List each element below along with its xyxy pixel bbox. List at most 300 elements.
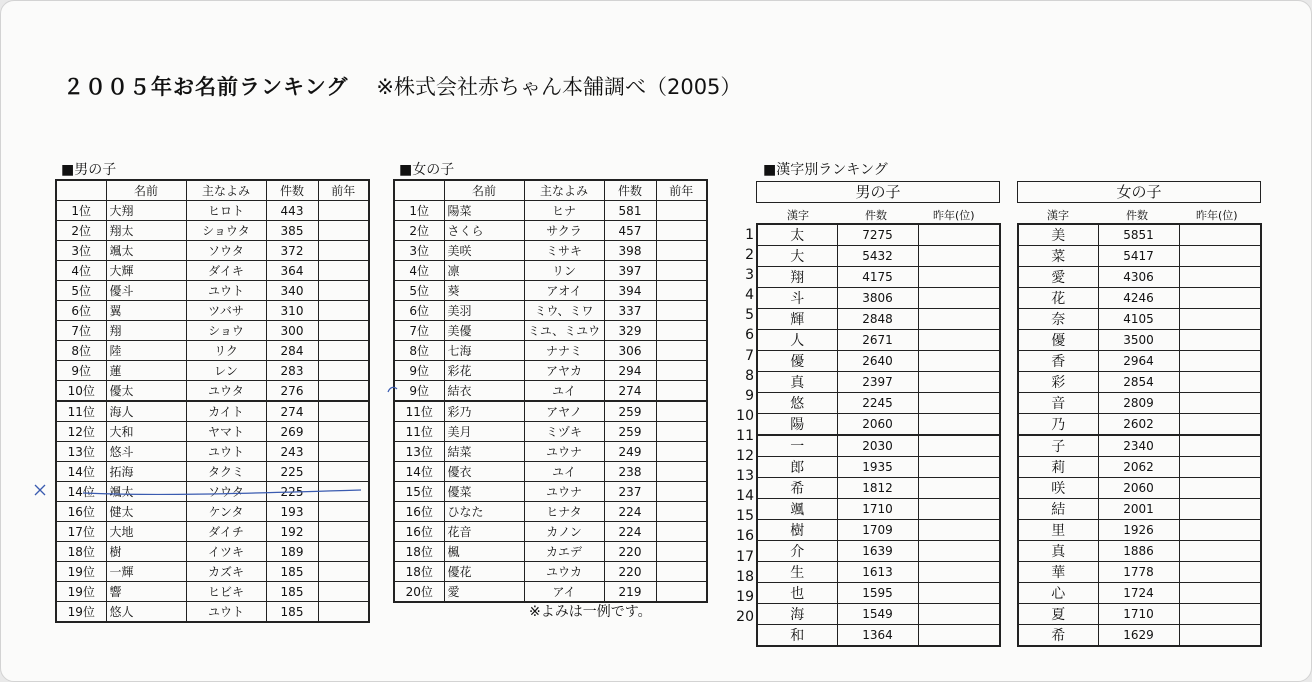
last-year-rank-cell — [1179, 309, 1261, 330]
count-cell: 2964 — [1098, 351, 1179, 372]
count-cell: 283 — [266, 361, 318, 381]
table-row — [56, 261, 369, 281]
last-year-rank-cell — [1179, 224, 1261, 246]
previous-year-cell — [656, 442, 707, 462]
count-cell: 2060 — [837, 414, 918, 436]
count-cell: 2848 — [837, 309, 918, 330]
rank-cell: 15位 — [394, 482, 444, 502]
previous-year-cell — [318, 201, 369, 221]
last-year-rank-cell — [918, 267, 1000, 288]
count-cell: 2809 — [1098, 393, 1179, 414]
name-cell: 蓮 — [106, 361, 186, 381]
reading-cell: ダイキ — [186, 261, 266, 281]
kanji-girls-label: 女の子 — [1017, 181, 1261, 203]
count-cell: 294 — [604, 361, 656, 381]
rank-number: 5 — [745, 307, 754, 324]
count-cell: 7275 — [837, 224, 918, 246]
previous-year-cell — [318, 221, 369, 241]
count-cell: 224 — [604, 502, 656, 522]
count-cell: 238 — [604, 462, 656, 482]
table-row — [1018, 372, 1261, 393]
reading-cell: ナナミ — [524, 341, 604, 361]
table-row — [56, 381, 369, 402]
table-row — [1018, 520, 1261, 541]
table-row — [56, 221, 369, 241]
kanji-boys-col-lastyear: 昨年(位) — [933, 209, 975, 222]
rank-cell: 16位 — [394, 522, 444, 542]
kanji-cell: 菜 — [1018, 246, 1098, 267]
name-cell: 一輝 — [106, 562, 186, 582]
rank-cell: 5位 — [56, 281, 106, 301]
table-row — [1018, 583, 1261, 604]
page-title — [63, 71, 741, 101]
count-cell: 284 — [266, 341, 318, 361]
previous-year-cell — [656, 361, 707, 381]
reading-cell: ユウナ — [524, 482, 604, 502]
count-cell: 2062 — [1098, 457, 1179, 478]
kanji-boys-label: 男の子 — [756, 181, 1000, 203]
rank-number: 20 — [736, 608, 754, 625]
table-row — [56, 562, 369, 582]
count-cell: 2397 — [837, 372, 918, 393]
count-cell: 185 — [266, 602, 318, 623]
last-year-rank-cell — [918, 288, 1000, 309]
previous-year-cell — [318, 422, 369, 442]
previous-year-cell — [656, 241, 707, 261]
previous-year-cell — [656, 201, 707, 221]
kanji-cell: 悠 — [757, 393, 837, 414]
reading-cell: アヤカ — [524, 361, 604, 381]
previous-year-cell — [318, 301, 369, 321]
name-cell: 拓海 — [106, 462, 186, 482]
last-year-rank-cell — [918, 541, 1000, 562]
reading-cell: カズキ — [186, 562, 266, 582]
kanji-cell: 希 — [757, 478, 837, 499]
previous-year-cell — [656, 321, 707, 341]
table-row — [1018, 604, 1261, 625]
girls-section-label: ■女の子 — [399, 162, 455, 178]
kanji-cell: 奈 — [1018, 309, 1098, 330]
count-cell: 1639 — [837, 541, 918, 562]
rank-cell: 1位 — [394, 201, 444, 221]
count-cell: 276 — [266, 381, 318, 402]
rank-number: 13 — [736, 468, 754, 485]
last-year-rank-cell — [918, 330, 1000, 351]
reading-cell: ミウ、ミワ — [524, 301, 604, 321]
count-cell: 372 — [266, 241, 318, 261]
kanji-cell: 輝 — [757, 309, 837, 330]
table-row — [757, 267, 1000, 288]
previous-year-cell — [318, 562, 369, 582]
name-cell: 美羽 — [444, 301, 524, 321]
name-cell: 大翔 — [106, 201, 186, 221]
column-header: 名前 — [444, 180, 524, 201]
previous-year-cell — [656, 482, 707, 502]
reading-cell: ツバサ — [186, 301, 266, 321]
previous-year-cell — [656, 522, 707, 542]
kanji-girls-table — [1017, 223, 1262, 647]
rank-cell: 16位 — [394, 502, 444, 522]
kanji-cell: 真 — [757, 372, 837, 393]
name-cell: 結菜 — [444, 442, 524, 462]
last-year-rank-cell — [918, 499, 1000, 520]
reading-cell: ヒナ — [524, 201, 604, 221]
header-row — [394, 180, 707, 201]
previous-year-cell — [318, 522, 369, 542]
name-cell: 七海 — [444, 341, 524, 361]
name-cell: 悠斗 — [106, 442, 186, 462]
reading-cell: タクミ — [186, 462, 266, 482]
count-cell: 220 — [604, 542, 656, 562]
reading-cell: レン — [186, 361, 266, 381]
rank-cell: 3位 — [56, 241, 106, 261]
table-row — [394, 281, 707, 301]
table-row — [757, 288, 1000, 309]
reading-cell: ケンタ — [186, 502, 266, 522]
table-row — [757, 604, 1000, 625]
boys-ranking-table — [55, 179, 370, 623]
last-year-rank-cell — [918, 562, 1000, 583]
table-row — [1018, 562, 1261, 583]
rank-cell: 10位 — [56, 381, 106, 402]
reading-cell: リン — [524, 261, 604, 281]
last-year-rank-cell — [918, 604, 1000, 625]
reading-cell: イツキ — [186, 542, 266, 562]
count-cell: 1886 — [1098, 541, 1179, 562]
kanji-cell: 真 — [1018, 541, 1098, 562]
last-year-rank-cell — [1179, 562, 1261, 583]
last-year-rank-cell — [918, 414, 1000, 436]
count-cell: 1710 — [1098, 604, 1179, 625]
count-cell: 1926 — [1098, 520, 1179, 541]
rank-number: 7 — [745, 347, 754, 364]
table-row — [1018, 309, 1261, 330]
kanji-cell: 太 — [757, 224, 837, 246]
count-cell: 2001 — [1098, 499, 1179, 520]
column-header — [394, 180, 444, 201]
table-row — [394, 381, 707, 402]
table-row — [757, 435, 1000, 457]
reading-cell: ヒナタ — [524, 502, 604, 522]
table-row — [757, 541, 1000, 562]
previous-year-cell — [318, 241, 369, 261]
table-row — [757, 372, 1000, 393]
table-row — [1018, 267, 1261, 288]
reading-cell: ミユ、ミユウ — [524, 321, 604, 341]
table-row — [1018, 478, 1261, 499]
table-row — [757, 457, 1000, 478]
previous-year-cell — [318, 321, 369, 341]
previous-year-cell — [318, 361, 369, 381]
count-cell: 269 — [266, 422, 318, 442]
rank-cell: 14位 — [56, 462, 106, 482]
name-cell: 優太 — [106, 381, 186, 402]
rank-cell: 13位 — [394, 442, 444, 462]
name-cell: 優斗 — [106, 281, 186, 301]
kanji-cell: 里 — [1018, 520, 1098, 541]
rank-number: 9 — [745, 387, 754, 404]
count-cell: 249 — [604, 442, 656, 462]
table-row — [56, 422, 369, 442]
table-row — [394, 502, 707, 522]
table-row — [757, 414, 1000, 436]
table-row — [1018, 393, 1261, 414]
count-cell: 3806 — [837, 288, 918, 309]
count-cell: 4306 — [1098, 267, 1179, 288]
rank-cell: 8位 — [394, 341, 444, 361]
table-row — [1018, 351, 1261, 372]
rank-cell: 6位 — [56, 301, 106, 321]
name-cell: 楓 — [444, 542, 524, 562]
count-cell: 225 — [266, 482, 318, 502]
kanji-cell: 莉 — [1018, 457, 1098, 478]
count-cell: 237 — [604, 482, 656, 502]
rank-cell: 14位 — [394, 462, 444, 482]
table-row — [757, 246, 1000, 267]
count-cell: 2854 — [1098, 372, 1179, 393]
table-row — [757, 583, 1000, 604]
table-row — [394, 422, 707, 442]
rank-cell: 9位 — [56, 361, 106, 381]
reading-cell: ヤマト — [186, 422, 266, 442]
reading-cell: ヒロト — [186, 201, 266, 221]
table-row — [394, 321, 707, 341]
kanji-boys-col-count: 件数 — [865, 209, 887, 222]
count-cell: 220 — [604, 562, 656, 582]
kanji-cell: 華 — [1018, 562, 1098, 583]
table-row — [394, 261, 707, 281]
table-row — [1018, 330, 1261, 351]
count-cell: 1595 — [837, 583, 918, 604]
previous-year-cell — [318, 602, 369, 623]
table-row — [1018, 457, 1261, 478]
rank-cell: 7位 — [56, 321, 106, 341]
kanji-boys-col-kanji: 漢字 — [787, 209, 809, 222]
table-row — [394, 241, 707, 261]
kanji-cell: 音 — [1018, 393, 1098, 414]
rank-cell: 6位 — [394, 301, 444, 321]
rank-number: 3 — [745, 267, 754, 284]
count-cell: 2060 — [1098, 478, 1179, 499]
count-cell: 443 — [266, 201, 318, 221]
kanji-boys-table — [756, 223, 1001, 647]
previous-year-cell — [656, 381, 707, 402]
table-row — [394, 301, 707, 321]
rank-cell: 19位 — [56, 582, 106, 602]
last-year-rank-cell — [1179, 288, 1261, 309]
reading-cell: ショウタ — [186, 221, 266, 241]
previous-year-cell — [656, 221, 707, 241]
count-cell: 398 — [604, 241, 656, 261]
rank-cell: 11位 — [394, 401, 444, 422]
previous-year-cell — [656, 542, 707, 562]
count-cell: 1778 — [1098, 562, 1179, 583]
count-cell: 329 — [604, 321, 656, 341]
rank-cell: 1位 — [56, 201, 106, 221]
reading-cell: ユウタ — [186, 381, 266, 402]
previous-year-cell — [318, 281, 369, 301]
table-row — [394, 221, 707, 241]
rank-number: 8 — [745, 367, 754, 384]
previous-year-cell — [656, 562, 707, 582]
rank-cell: 19位 — [56, 562, 106, 582]
pen-strikethrough-mark — [31, 477, 371, 507]
reading-cell: ユウト — [186, 602, 266, 623]
rank-number: 10 — [736, 407, 754, 424]
last-year-rank-cell — [1179, 457, 1261, 478]
kanji-cell: 也 — [757, 583, 837, 604]
count-cell: 5417 — [1098, 246, 1179, 267]
kanji-cell: 陽 — [757, 414, 837, 436]
table-row — [56, 281, 369, 301]
table-row — [757, 478, 1000, 499]
last-year-rank-cell — [1179, 625, 1261, 647]
name-cell: 翼 — [106, 301, 186, 321]
table-row — [56, 542, 369, 562]
rank-cell: 4位 — [394, 261, 444, 281]
count-cell: 259 — [604, 422, 656, 442]
table-row — [394, 361, 707, 381]
previous-year-cell — [318, 401, 369, 422]
count-cell: 2671 — [837, 330, 918, 351]
last-year-rank-cell — [1179, 583, 1261, 604]
reading-cell: リク — [186, 341, 266, 361]
name-cell: 美月 — [444, 422, 524, 442]
previous-year-cell — [318, 381, 369, 402]
kanji-cell: 優 — [1018, 330, 1098, 351]
kanji-cell: 海 — [757, 604, 837, 625]
table-row — [56, 401, 369, 422]
reading-cell: ミヅキ — [524, 422, 604, 442]
name-cell: 翔 — [106, 321, 186, 341]
rank-cell: 14位 — [56, 482, 106, 502]
table-row — [56, 241, 369, 261]
last-year-rank-cell — [1179, 435, 1261, 457]
reading-cell: ユウカ — [524, 562, 604, 582]
table-row — [56, 522, 369, 542]
count-cell: 300 — [266, 321, 318, 341]
last-year-rank-cell — [918, 309, 1000, 330]
last-year-rank-cell — [1179, 478, 1261, 499]
rank-cell: 18位 — [56, 542, 106, 562]
table-row — [56, 582, 369, 602]
name-cell: 彩乃 — [444, 401, 524, 422]
count-cell: 1613 — [837, 562, 918, 583]
name-cell: 颯太 — [106, 241, 186, 261]
previous-year-cell — [656, 261, 707, 281]
kanji-cell: 颯 — [757, 499, 837, 520]
table-row — [394, 522, 707, 542]
reading-cell: アヤノ — [524, 401, 604, 422]
column-header: 主なよみ — [524, 180, 604, 201]
count-cell: 1812 — [837, 478, 918, 499]
table-row — [1018, 541, 1261, 562]
kanji-cell: 翔 — [757, 267, 837, 288]
table-row — [56, 361, 369, 381]
rank-cell: 17位 — [56, 522, 106, 542]
count-cell: 581 — [604, 201, 656, 221]
last-year-rank-cell — [1179, 520, 1261, 541]
last-year-rank-cell — [1179, 372, 1261, 393]
table-row — [1018, 414, 1261, 436]
reading-cell: カノン — [524, 522, 604, 542]
count-cell: 185 — [266, 582, 318, 602]
table-row — [394, 582, 707, 603]
kanji-cell: 大 — [757, 246, 837, 267]
column-header: 前年 — [318, 180, 369, 201]
last-year-rank-cell — [1179, 499, 1261, 520]
reading-cell: ユウナ — [524, 442, 604, 462]
rank-cell: 20位 — [394, 582, 444, 603]
rank-cell: 2位 — [56, 221, 106, 241]
count-cell: 397 — [604, 261, 656, 281]
name-cell: 凛 — [444, 261, 524, 281]
name-cell: ひなた — [444, 502, 524, 522]
name-cell: 樹 — [106, 542, 186, 562]
table-row — [757, 393, 1000, 414]
previous-year-cell — [656, 281, 707, 301]
name-cell: 翔太 — [106, 221, 186, 241]
count-cell: 310 — [266, 301, 318, 321]
last-year-rank-cell — [918, 478, 1000, 499]
column-header: 前年 — [656, 180, 707, 201]
kanji-cell: 人 — [757, 330, 837, 351]
column-header: 名前 — [106, 180, 186, 201]
rank-cell: 11位 — [394, 422, 444, 442]
reading-cell: ヒビキ — [186, 582, 266, 602]
rank-cell: 9位 — [394, 361, 444, 381]
count-cell: 4246 — [1098, 288, 1179, 309]
last-year-rank-cell — [918, 520, 1000, 541]
previous-year-cell — [656, 401, 707, 422]
count-cell: 4175 — [837, 267, 918, 288]
count-cell: 259 — [604, 401, 656, 422]
kanji-girls-col-kanji: 漢字 — [1047, 209, 1069, 222]
table-row — [1018, 435, 1261, 457]
count-cell: 193 — [266, 502, 318, 522]
reading-cell: ソウタ — [186, 482, 266, 502]
last-year-rank-cell — [918, 246, 1000, 267]
count-cell: 1709 — [837, 520, 918, 541]
name-cell: 陸 — [106, 341, 186, 361]
reading-cell: ミサキ — [524, 241, 604, 261]
last-year-rank-cell — [1179, 393, 1261, 414]
kanji-cell: 生 — [757, 562, 837, 583]
kanji-cell: 心 — [1018, 583, 1098, 604]
kanji-cell: 夏 — [1018, 604, 1098, 625]
previous-year-cell — [656, 301, 707, 321]
count-cell: 1364 — [837, 625, 918, 647]
reading-cell: カエデ — [524, 542, 604, 562]
table-row — [56, 321, 369, 341]
previous-year-cell — [318, 582, 369, 602]
table-row — [394, 462, 707, 482]
last-year-rank-cell — [918, 372, 1000, 393]
column-header: 件数 — [266, 180, 318, 201]
previous-year-cell — [656, 341, 707, 361]
count-cell: 2030 — [837, 435, 918, 457]
last-year-rank-cell — [918, 393, 1000, 414]
count-cell: 5851 — [1098, 224, 1179, 246]
reading-cell: ショウ — [186, 321, 266, 341]
previous-year-cell — [318, 261, 369, 281]
rank-number: 15 — [736, 508, 754, 525]
reading-cell: ユウト — [186, 442, 266, 462]
last-year-rank-cell — [918, 457, 1000, 478]
title-main: ２００５年お名前ランキング — [63, 75, 349, 99]
name-cell: 大和 — [106, 422, 186, 442]
kanji-cell: 和 — [757, 625, 837, 647]
